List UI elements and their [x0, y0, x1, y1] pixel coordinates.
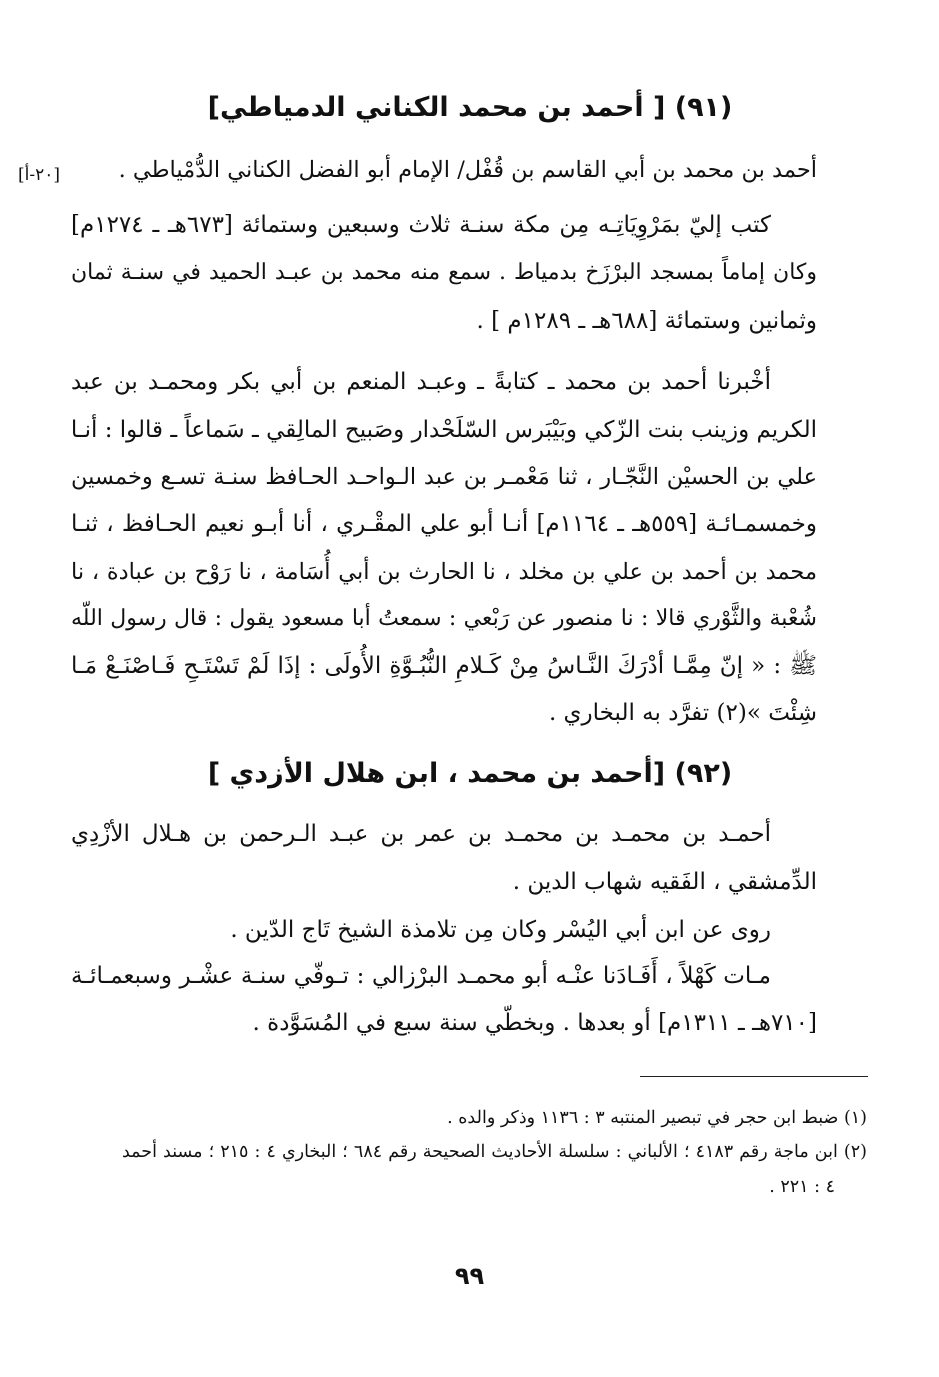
footnote: ٤ : ٢٢١ . [769, 1177, 835, 1197]
entry-text-line: وكان إماماً بمسجد البرْزَخ بدمياط . سمع منه محمد بن عبـد الحميد في سنـة ثمان [71, 260, 817, 285]
entry-text-line: مـات كَهْلاً ، أَفَـادَنا عنْـه أبو محمـد البرْزالي : تـوفّي سنـة عشْـر وسبعمـائـة [71, 963, 771, 989]
entry-text-line: [٧١٠هـ ـ ١٣١١م] أو بعدها . وبخطّي سنة سبع في المُسَوَّدة . [252, 1010, 817, 1036]
entry-text-line: الدِّمشقي ، الفَقيه شهاب الدين . [512, 869, 817, 895]
margin-reference: [٢٠-أ] [18, 165, 61, 185]
footnote: (١) ضبط ابن حجر في تبصير المنتبه ٣ : ١١٣٦ وذكر والده . [447, 1108, 867, 1128]
entry-text-line: كتب إليّ بمَرْوِيَاتِـه مِن مكة سنـة ثلاث وسبعين وستمائة [٦٧٣هـ ـ ١٢٧٤م] [71, 212, 771, 238]
entry-heading: (٩٢) [أحمد بن محمد ، ابن هلال الأزدي ] [207, 758, 733, 789]
entry-text-line: شُعْبة والثَّوْري قالا : نا منصور عن رَبْعي : سمعتُ أبا مسعود يقول : قال رسول اللّه [71, 606, 817, 631]
entry-text-line: علي بن الحسيْن النَّجّـار ، ثنا مَعْمـر بن عبد الـواحـد الحـافظ سنـة تسـع وخمسين [71, 464, 817, 490]
entry-text-line: ﷺ : « إنّ مِمَّـا أدْرَكَ النَّـاسُ مِنْ كَـلامِ النُّبُـوَّةِ الأُولَى : إذَا لَمْ تَسْتَـحِ فَـاصْنَـعْ مَـا [71, 653, 817, 679]
footnote: (٢) ابن ماجة رقم ٤١٨٣ ؛ الألباني : سلسلة الأحاديث الصحيحة رقم ٦٨٤ ؛ البخاري ٤ : ٢١٥ ؛ مسند أحمد [122, 1142, 867, 1162]
entry-text-line: أخْبرنا أحمد بن محمد ـ كتابةً ـ وعبـد المنعم بن أبي بكر ومحمـد بن عبد [71, 369, 771, 395]
entry-text-line: وثمانين وستمائة [٦٨٨هـ ـ ١٢٨٩م ] . [476, 308, 817, 334]
page-number: ٩٩ [454, 1262, 485, 1290]
entry-text-line: وخمسمـائـة [٥٥٩هـ ـ ١١٦٤م] أنـا أبو علي المقْـري ، أنا أبـو نعيم الحـافظ ، ثنـا [71, 511, 817, 537]
footnote-separator [640, 1076, 868, 1077]
entry-text-line: محمد بن أحمد بن علي بن مخلد ، نا الحارث بن أبي أُسَامة ، نا رَوْح بن عبادة ، نا [71, 559, 817, 585]
entry-text-line: الكريم وزينب بنت الزّكي وبَيْبَرس السّلَحْدار وصَبيح المالِقي ـ سَماعاً ـ قالوا : أنـا [70, 417, 817, 443]
entry-text-line: شِئْتَ »(٢) تفرَّد به البخاري . [548, 700, 817, 726]
entry-text-line: روى عن ابن أبي اليُسْر وكان مِن تلامذة الشيخ تَاج الدّين . [230, 917, 771, 943]
entry-text-line: أحمد بن محمد بن أبي القاسم بن قُفْل/ الإمام أبو الفضل الكناني الدُّمْياطي . [118, 157, 817, 183]
entry-text-line: أحمـد بن محمـد بن محمـد بن عمر بن عبـد الـرحمن بن هـلال الأزْدِي [71, 821, 771, 847]
entry-heading: (٩١) [ أحمد بن محمد الكناني الدمياطي] [207, 92, 733, 123]
